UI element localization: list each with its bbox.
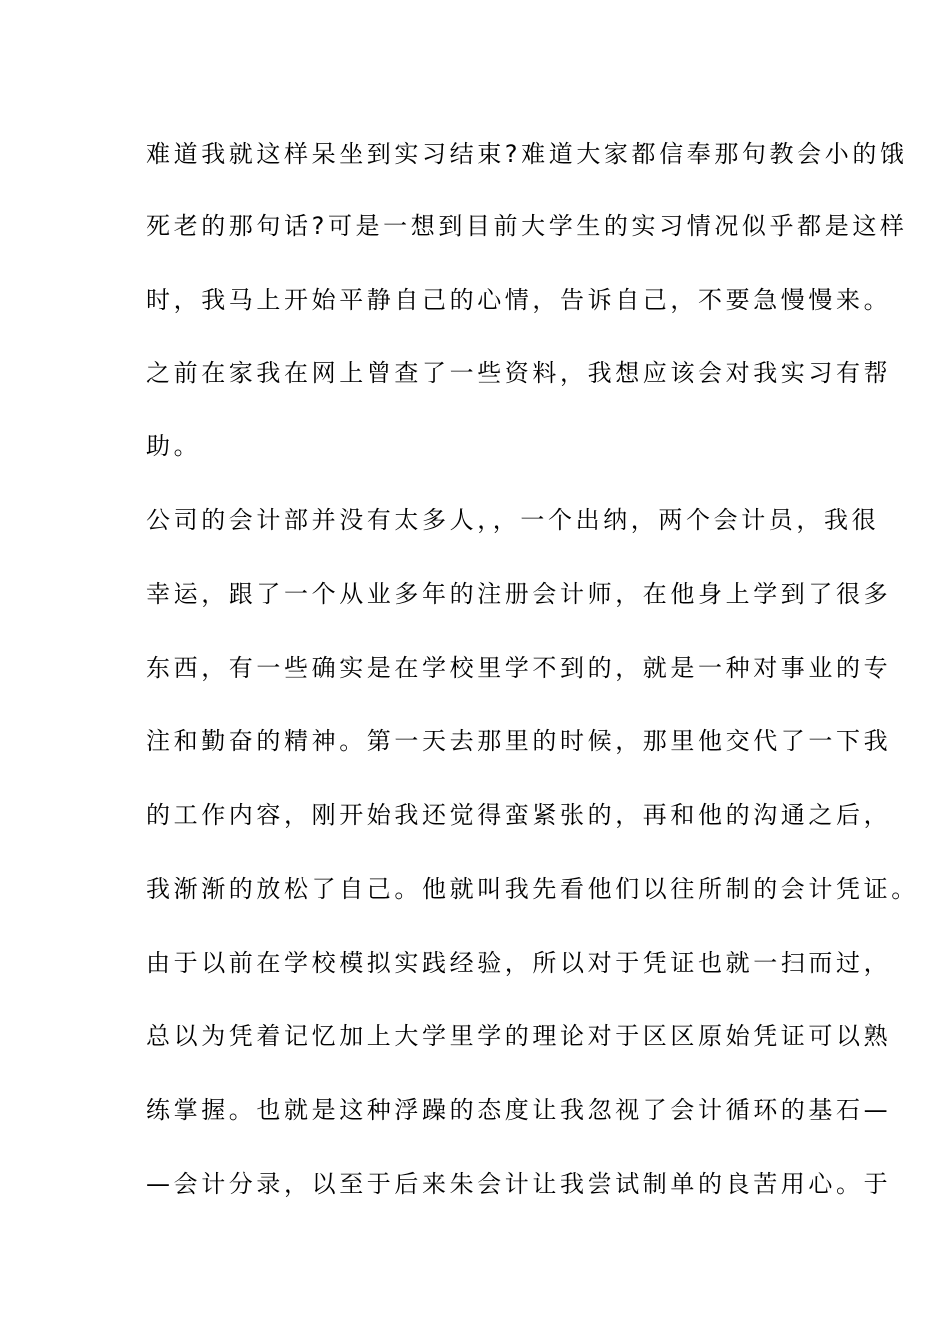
text-line: 的工作内容，刚开始我还觉得蛮紧张的，再和他的沟通之后， bbox=[146, 801, 892, 829]
text-line: 助。 bbox=[146, 432, 202, 460]
text-line: —会计分录，以至于后来朱会计让我尝试制单的良苦用心。于 bbox=[146, 1170, 892, 1198]
text-line: 练掌握。也就是这种浮躁的态度让我忽视了会计循环的基石— bbox=[146, 1096, 892, 1124]
text-line: 注和勤奋的精神。第一天去那里的时候，那里他交代了一下我 bbox=[146, 727, 892, 755]
text-line: 难道我就这样呆坐到实习结束?难道大家都信奉那句教会小的饿 bbox=[146, 140, 908, 168]
text-line: 由于以前在学校模拟实践经验，所以对于凭证也就一扫而过， bbox=[146, 949, 892, 977]
text-line: 总以为凭着记忆加上大学里学的理论对于区区原始凭证可以熟 bbox=[146, 1022, 892, 1050]
text-line: 公司的会计部并没有太多人，，一个出纳，两个会计员，我很 bbox=[146, 506, 880, 534]
text-line: 之前在家我在网上曾查了一些资料，我想应该会对我实习有帮 bbox=[146, 359, 892, 387]
text-line: 死老的那句话?可是一想到目前大学生的实习情况似乎都是这样 bbox=[146, 212, 908, 240]
text-line: 时，我马上开始平静自己的心情，告诉自己，不要急慢慢来。 bbox=[146, 286, 892, 314]
text-line: 我渐渐的放松了自己。他就叫我先看他们以往所制的会计凭证。 bbox=[146, 875, 919, 903]
text-line: 东西，有一些确实是在学校里学不到的，就是一种对事业的专 bbox=[146, 654, 892, 682]
text-line: 幸运，跟了一个从业多年的注册会计师，在他身上学到了很多 bbox=[146, 580, 892, 608]
